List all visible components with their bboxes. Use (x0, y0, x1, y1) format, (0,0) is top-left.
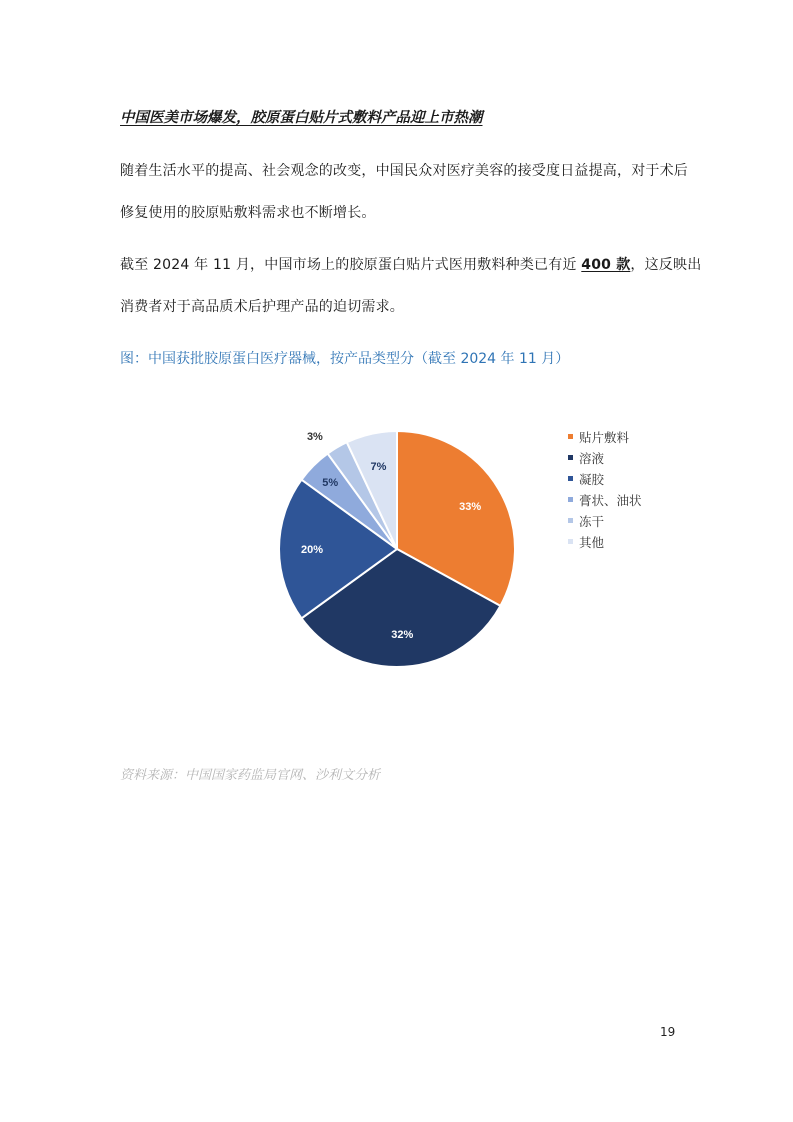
paragraph-2-text-pre: 截至 2024 年 11 月，中国市场上的胶原蛋白贴片式医用敷料种类已有近 (120, 257, 582, 273)
legend-swatch-4 (568, 518, 573, 523)
paragraph-2-text-post: ，这反映出 (630, 257, 702, 273)
legend-label-5: 其他 (579, 534, 605, 550)
legend-item-5 (568, 531, 642, 552)
legend-label-4: 冻干 (579, 513, 605, 529)
legend-item-1 (568, 447, 642, 468)
figure-title: 图：中国获批胶原蛋白医疗器械，按产品类型分（截至 2024 年 11 月） (120, 351, 570, 367)
page-number: 19 (660, 1025, 676, 1039)
data-label-4: 3% (306, 431, 323, 443)
legend-label-1: 溶液 (579, 450, 605, 466)
legend-label-2: 凝胶 (579, 471, 605, 487)
paragraph-1-line-2: 修复使用的胶原贴敷料需求也不断增长。 (120, 205, 376, 221)
paragraph-2-line-2: 消费者对于高品质术后护理产品的迫切需求。 (120, 299, 404, 315)
data-label-0: 33% (459, 500, 482, 513)
source-note: 资料来源：中国国家药监局官网、沙利文分析 (120, 768, 381, 783)
paragraph-2-line-1 (120, 254, 701, 274)
legend-swatch-3 (568, 497, 573, 502)
legend-swatch-5 (568, 539, 573, 544)
data-label-1: 32% (391, 628, 414, 641)
legend-item-4 (568, 510, 642, 531)
highlight-count: 400 款 (581, 257, 631, 273)
legend-item-2 (568, 468, 642, 489)
legend-item-3 (568, 489, 642, 510)
data-label-3: 5% (322, 477, 339, 490)
legend-swatch-0 (568, 434, 573, 439)
legend-swatch-2 (568, 476, 573, 481)
data-label-2: 20% (300, 544, 324, 556)
legend-item-0 (568, 426, 642, 447)
chart-legend (568, 426, 642, 552)
paragraph-1-line-1: 随着生活水平的提高、社会观念的改变，中国民众对医疗美容的接受度日益提高，对于术后 (120, 163, 688, 179)
section-heading: 中国医美市场爆发，胶原蛋白贴片式敷料产品迎上市热潮 (120, 110, 483, 126)
legend-label-0: 贴片敷料 (579, 429, 630, 445)
legend-swatch-1 (568, 455, 573, 460)
legend-label-3: 膏状、油状 (579, 492, 642, 508)
data-label-5: 7% (370, 461, 387, 474)
